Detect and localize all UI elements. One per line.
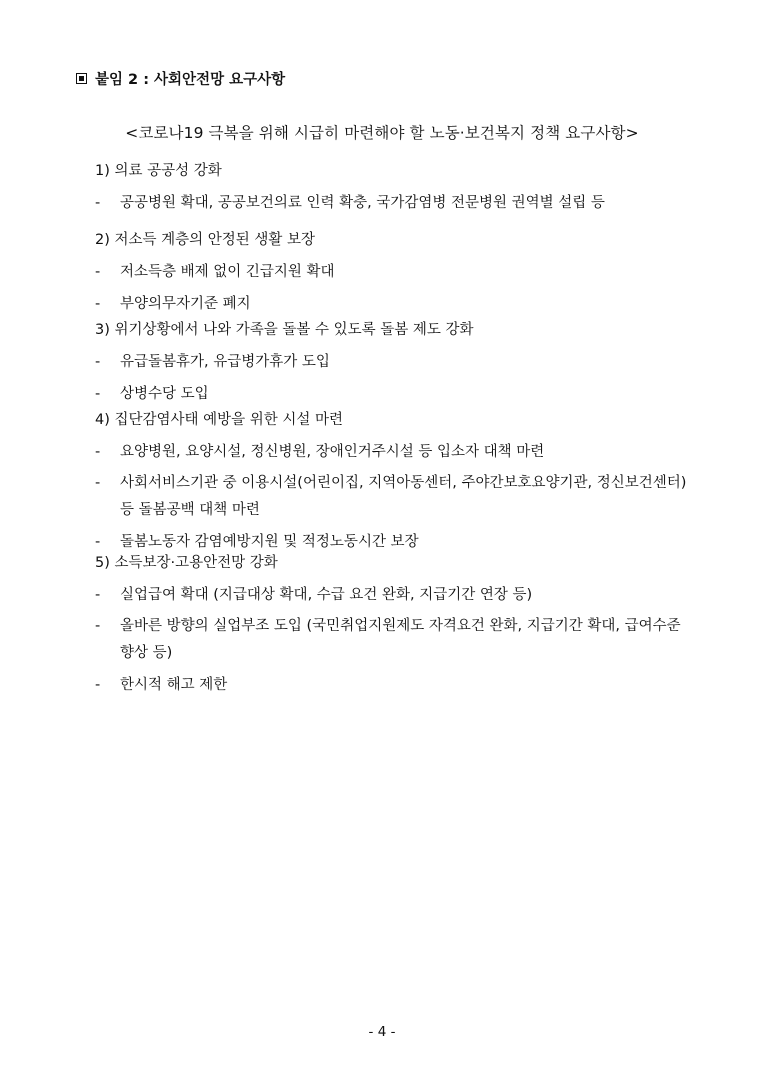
page-number: - 4 -: [368, 1024, 396, 1040]
list-item: - 저소득층 배제 없이 긴급지원 확대: [95, 256, 705, 288]
section-1: [95, 155, 705, 219]
dash-bullet: -: [95, 534, 101, 550]
dash-bullet: -: [95, 386, 101, 402]
section-3: [95, 314, 705, 410]
list-item: - 공공병원 확대, 공공보건의료 인력 확충, 국가감염병 전문병원 권역별 설립 등: [95, 187, 705, 219]
attachment-heading: [76, 68, 285, 89]
list-item: - 올바른 방향의 실업부조 도입 (국민취업지원제도 자격요건 완화, 지급기간 확대, 급여수준 향상 등): [95, 611, 705, 669]
section-2: [95, 224, 705, 320]
section-heading: 1) 의료 공공성 강화: [95, 163, 222, 179]
list-item: - 실업급여 확대 (지급대상 확대, 수급 요건 완화, 지급기간 연장 등): [95, 579, 705, 611]
list-item: - 유급돌봄휴가, 유급병가휴가 도입: [95, 346, 705, 378]
section-heading: 2) 저소득 계층의 안정된 생활 보장: [95, 232, 316, 248]
section-5: [95, 547, 705, 701]
dash-bullet: -: [95, 264, 101, 280]
dash-bullet: -: [95, 618, 101, 634]
section-heading: 3) 위기상황에서 나와 가족을 돌볼 수 있도록 돌봄 제도 강화: [95, 322, 474, 338]
list-item: - 상병수당 도입: [95, 378, 705, 410]
document-title: <코로나19 극복을 위해 시급히 마련해야 할 노동·보건복지 정책 요구사항>: [125, 124, 639, 142]
square-bullet-icon: [76, 73, 87, 84]
dash-bullet: -: [95, 677, 101, 693]
dash-bullet: -: [95, 296, 101, 312]
list-item: - 요양병원, 요양시설, 정신병원, 장애인거주시설 등 입소자 대책 마련: [95, 436, 705, 468]
list-item: - 한시적 해고 제한: [95, 669, 705, 701]
dash-bullet: -: [95, 444, 101, 460]
list-item: - 부양의무자기준 폐지: [95, 288, 705, 320]
dash-bullet: -: [95, 195, 101, 211]
dash-bullet: -: [95, 475, 101, 491]
section-heading: 5) 소득보장·고용안전망 강화: [95, 555, 278, 571]
section-4: [95, 404, 705, 558]
dash-bullet: -: [95, 587, 101, 603]
list-item: - 돌봄노동자 감염예방지원 및 적정노동시간 보장: [95, 526, 705, 558]
dash-bullet: -: [95, 354, 101, 370]
attachment-heading-text: 붙임 2 : 사회안전망 요구사항: [95, 72, 286, 88]
list-item: - 사회서비스기관 중 이용시설(어린이집, 지역아동센터, 주야간보호요양기관, 정신보건센터) 등 돌봄공백 대책 마련: [95, 468, 705, 526]
section-heading: 4) 집단감염사태 예방을 위한 시설 마련: [95, 412, 344, 428]
